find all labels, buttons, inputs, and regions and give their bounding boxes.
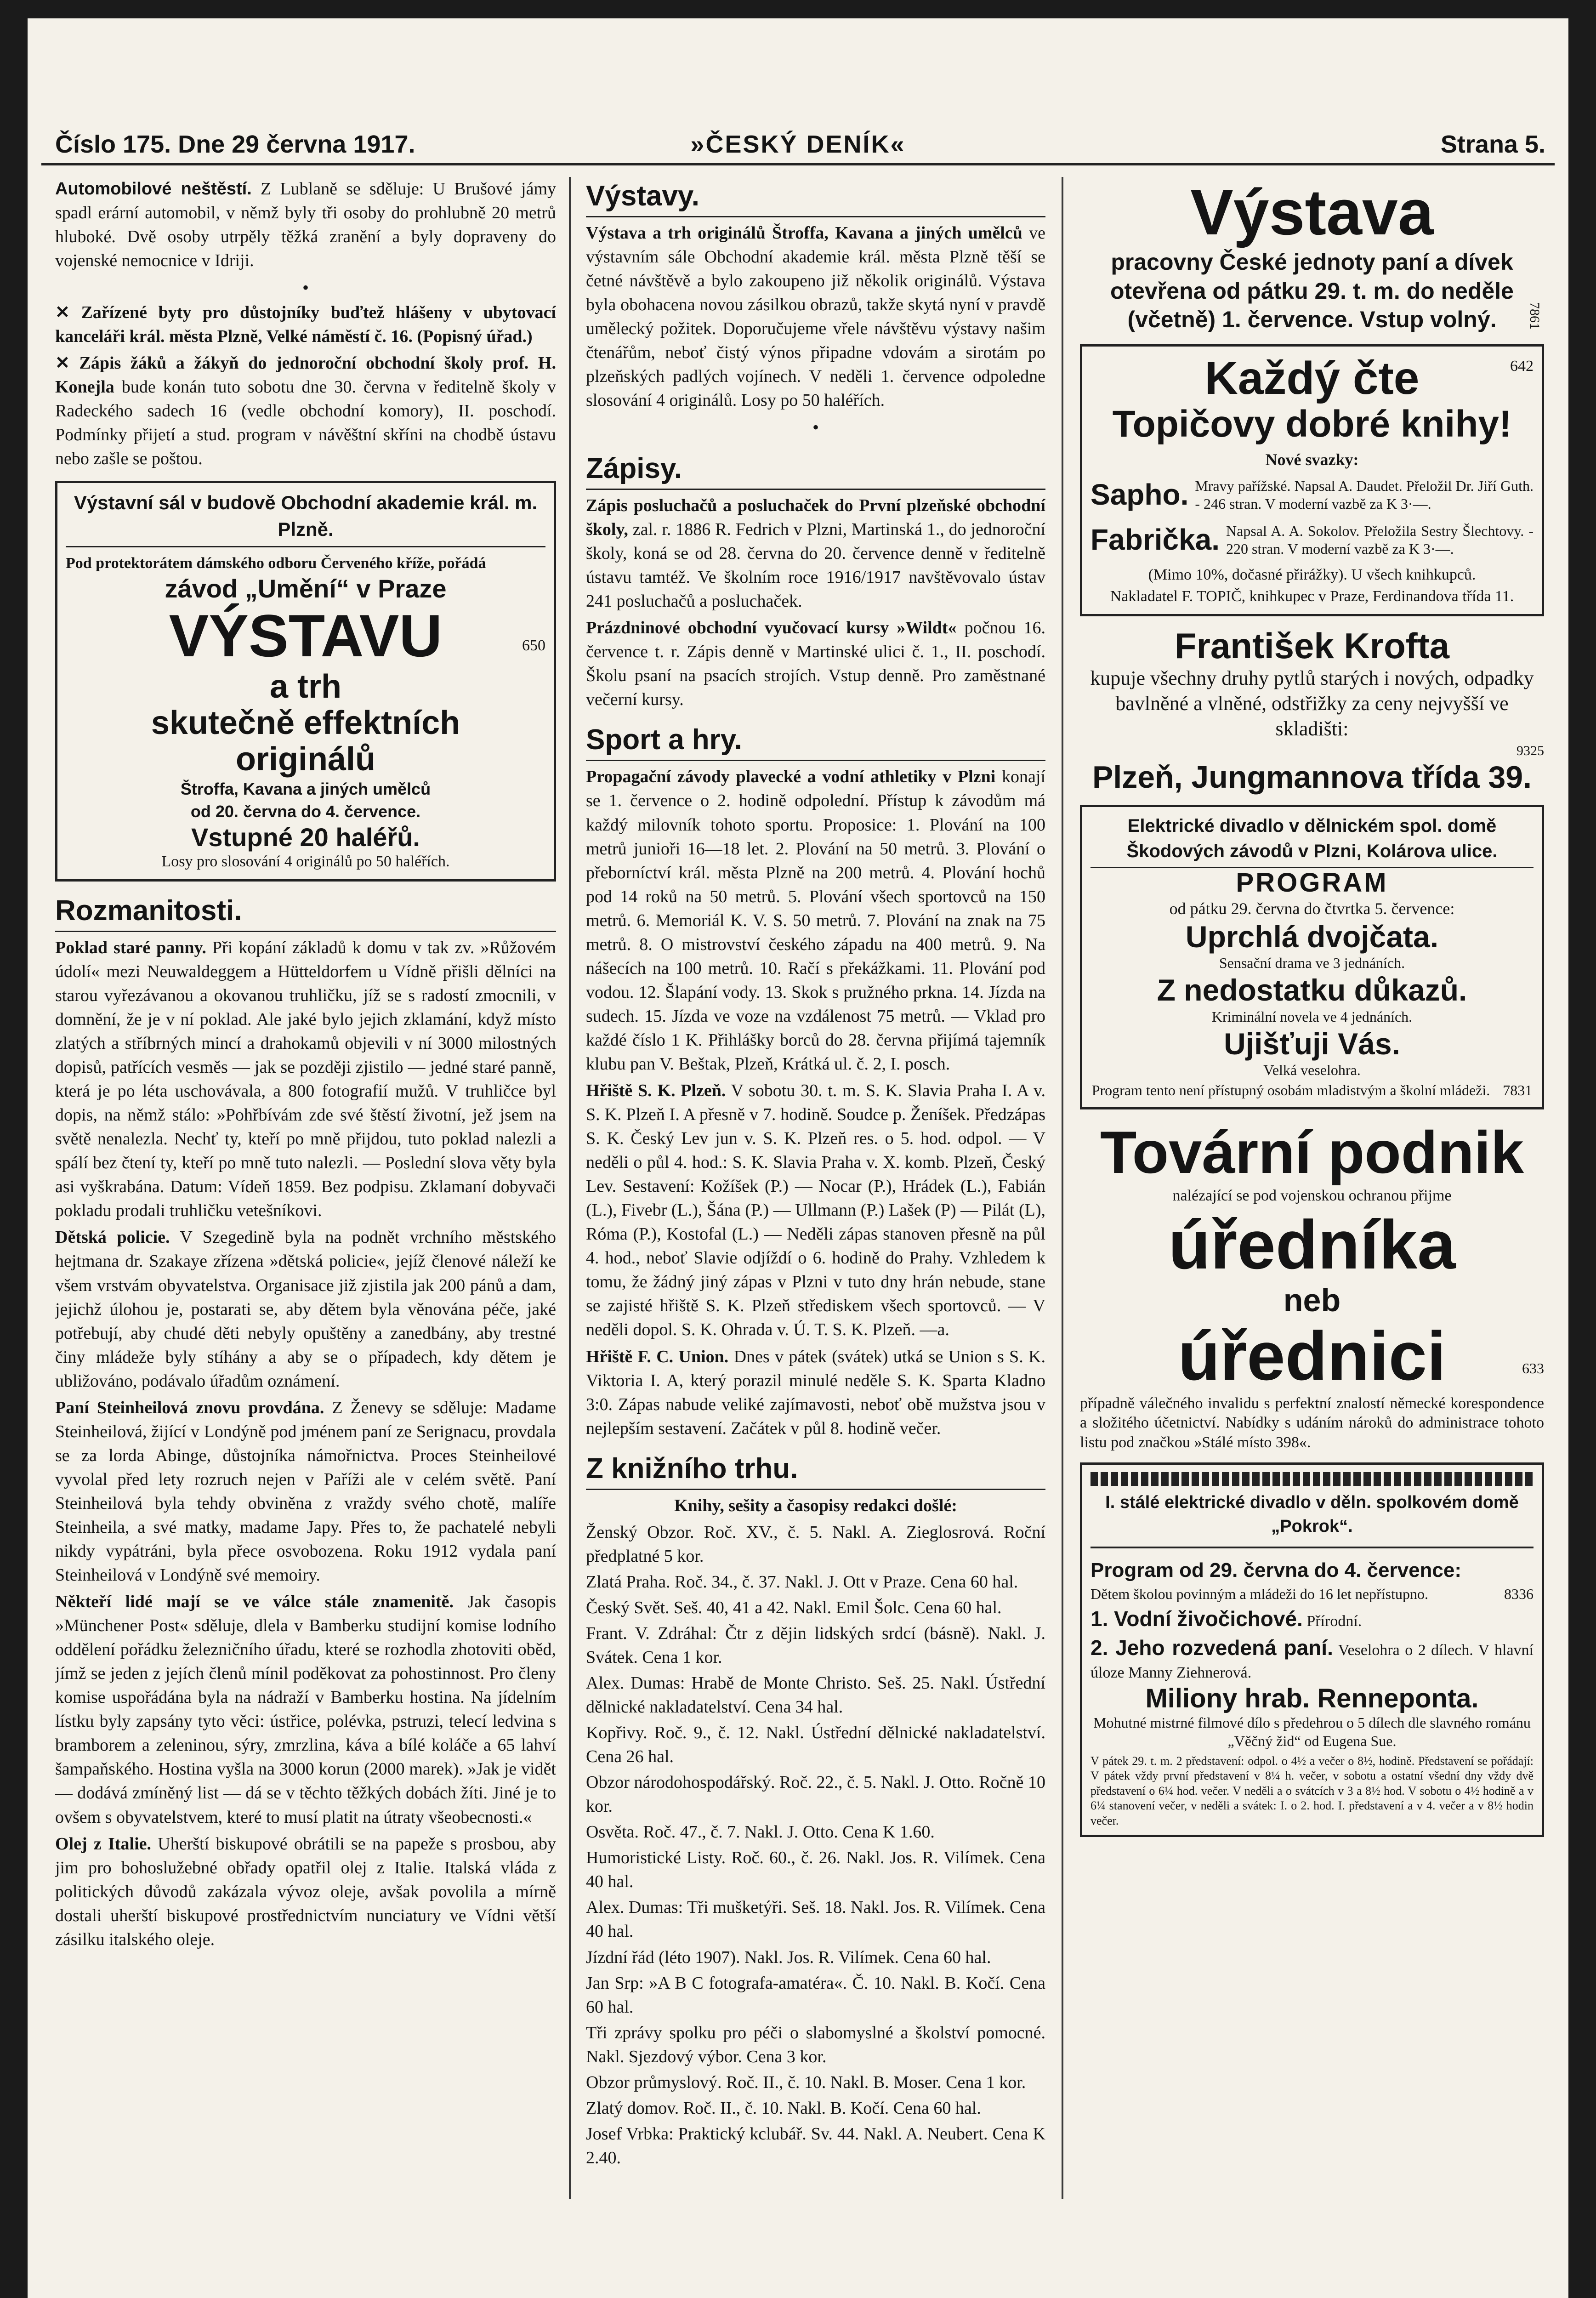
article-item bbox=[586, 616, 1045, 711]
ad-headline: Každý čte bbox=[1204, 352, 1420, 404]
list-item: Obzor průmyslový. Roč. II., č. 10. Nakl. B. Moser. Cena 1 kor. bbox=[586, 2072, 1026, 2092]
ad-number: 7831 bbox=[1503, 1082, 1533, 1099]
article-automobile bbox=[55, 177, 556, 273]
article-text: Z Lublaně se sděluje: U Brušové jámy spadl erární automobil, v němž byly tři osoby do prohlubně 20 metrů hluboké. Dvě osoby utrpěly těžká zranění a byly dopraveny do vojenské nemocnice v Idriji. bbox=[55, 179, 556, 271]
masthead: »ČESKÝ DENÍK« bbox=[690, 131, 906, 158]
article-item bbox=[55, 1832, 556, 1951]
column-2 bbox=[586, 177, 1045, 2245]
film-desc: Přírodní. bbox=[1306, 1613, 1362, 1630]
ad-dates: od pátku 29. června do čtvrtka 5. července: bbox=[1169, 899, 1455, 918]
ad-subline: nalézající se pod vojenskou ochranou přijme bbox=[1172, 1187, 1452, 1204]
ad-number: 7861 bbox=[1527, 301, 1542, 330]
issue-info: Číslo 175. Dne 29 června 1917. bbox=[55, 131, 415, 158]
film-title: Ujišťuji Vás. bbox=[1224, 1026, 1400, 1061]
item-text: počnou 16. července t. r. Zápis denně v Martinské ulici č. 1., II. poschodí. Školu psaní na psacích strojích. Vstup denně. Pro zaměstnané večerní kursy. bbox=[586, 618, 1045, 710]
ad-text: případně válečného invalidu s perfektní znalostí německé korespondence a složitého účetnictví. Nabídky s udáním nároků do administrace tohoto listu pod značkou »Stálé místo 398«. bbox=[1080, 1394, 1544, 1451]
list-item: Ženský Obzor. Roč. XV., č. 5. Nakl. A. Zieglosrová. Roční předplatné 5 kor. bbox=[586, 1522, 1045, 1566]
ad-number: 633 bbox=[1522, 1359, 1544, 1377]
book-text: Napsal A. A. Sokolov. Přeložila Sestry Šlechtovy. - 220 stran. V moderní vazbě za K 3·—. bbox=[1226, 523, 1534, 557]
item-title: Zápis posluchačů a posluchaček do První plzeňské obchodní školy, bbox=[586, 496, 1045, 540]
item-text: Z Ženevy se sděluje: Madame Steinheilová, žijící v Londýně pod jménem paní ze Serignacu, provdala se za lorda Abinge, důstojníka námořnictva. Proces Steinheilové vyvolal před lety rozruch nejen v Paříži ale v celém světě. Paní Steinheilová byla tehdy obviněna z vraždy svého chotě, malíře Steinheila, a své matky, madame Japy. Přes to, že pachatelé nebyli nikdy vypátráni, byla přece osvobozena. Roku 1912 vydala paní Steinheilová v Londýně své memoiry. bbox=[55, 1398, 556, 1585]
ad-entry-fee: Vstupné 20 haléřů. bbox=[191, 822, 420, 852]
ad-head: Elektrické divadlo v dělnickém spol. domě Škodových závodů v Plzni, Kolárova ulice. bbox=[1091, 813, 1534, 868]
factory-job-ad bbox=[1080, 1120, 1544, 1452]
article-item bbox=[586, 494, 1045, 613]
ad-organizer: závod „Umění“ v Praze bbox=[165, 574, 447, 603]
book-title: Fabrička. bbox=[1091, 523, 1220, 556]
list-item: Humoristické Listy. Roč. 60., č. 26. Nakl. Jos. R. Vilímek. Cena 40 hal. bbox=[586, 1848, 1045, 1892]
ad-word: úřednici bbox=[1178, 1317, 1446, 1394]
separator-dot: • bbox=[812, 417, 819, 438]
list-item: Zlatý domov. Roč. II., č. 10. Nakl. B. Kočí. Cena 60 hal. bbox=[586, 2098, 981, 2118]
ad-headline: Topičovy dobré knihy! bbox=[1112, 403, 1512, 445]
item-text: V Szegedině byla na podnět vrchního městského hejtmana dr. Szakaye zřízena »dětská policie«, jejíž členové náleží ke všem vrstvám obyvatelstva. Organisace již zjistila jak 200 pánů a dam, jejichž úlohou je, postarati se, aby dětem byla věnována péče, jaké potřebují, aby chudé děti nebyly opuštěny a zanedbány, aby trestné činy mládeže byly stíhány a aby se o případech, kdy dětem je ubližováno, podávalo úřadům oznámení. bbox=[55, 1228, 556, 1391]
ad-headline: Tovární podnik bbox=[1100, 1118, 1524, 1186]
ad-note bbox=[1091, 1584, 1534, 1604]
list-item: Frant. V. Zdráhal: Čtr z dějin lidských srdcí (básně). Nakl. J. Svátek. Cena 1 kor. bbox=[586, 1623, 1045, 1667]
books-lead: Knihy, sešity a časopisy redakci došlé: bbox=[674, 1496, 957, 1515]
book-text: Mravy pařížské. Napsal A. Daudet. Přeložil Dr. Jiří Guth. - 246 stran. V moderní vazbě za K 3·—. bbox=[1195, 478, 1534, 512]
list-item: Alex. Dumas: Hrabě de Monte Christo. Seš. 25. Nakl. Ústřední dělnické nakladatelství. Cena 34 hal. bbox=[586, 1673, 1045, 1717]
item-title: Poklad staré panny. bbox=[55, 938, 206, 957]
item-title: Paní Steinheilová znovu provdána. bbox=[55, 1398, 324, 1417]
ad-line-b: skutečně effektních bbox=[151, 704, 460, 741]
list-item: Jízdní řád (léto 1907). Nakl. Jos. R. Vilímek. Cena 60 hal. bbox=[586, 1947, 991, 1967]
list-item: Obzor národohospodářský. Roč. 22., č. 5. Nakl. J. Otto. Ročně 10 kor. bbox=[586, 1773, 1045, 1816]
ad-word: úředníka bbox=[1168, 1206, 1456, 1283]
decorative-border bbox=[1091, 1472, 1534, 1486]
item-title: Výstava a trh originálů Štroffa, Kavana a jiných umělců bbox=[586, 223, 1022, 243]
ad-dates: od 20. června do 4. července. bbox=[190, 802, 421, 821]
ad-main-word: VÝSTAVU bbox=[169, 602, 443, 669]
ad-lottery: Losy pro slosování 4 originálů po 50 haléřích. bbox=[161, 853, 450, 870]
article-item bbox=[586, 221, 1045, 412]
film-desc: Mohutné mistrné filmové dílo s předehrou o 5 dílech dle slavného románu „Věčný žid“ od Eugena Sue. bbox=[1093, 1714, 1531, 1749]
list-item: Alex. Dumas: Tři mušketýři. Seš. 18. Nakl. Jos. R. Vilímek. Cena 40 hal. bbox=[586, 1898, 1045, 1941]
section-title: Výstavy. bbox=[586, 177, 1045, 217]
article-item bbox=[586, 1079, 1045, 1342]
item-title: Olej z Italie. bbox=[55, 1834, 151, 1854]
section-title: Z knižního trhu. bbox=[586, 1450, 1045, 1490]
item-title: Dětská policie. bbox=[55, 1228, 170, 1247]
ad-head: I. stálé elektrické divadlo v děln. spolkovém domě „Pokrok“. bbox=[1105, 1493, 1519, 1536]
ad-number: 9325 bbox=[1516, 743, 1544, 759]
list-item: Jan Srp: »A B C fotografa-amatéra«. Č. 10. Nakl. B. Kočí. Cena 60 hal. bbox=[586, 1973, 1045, 2017]
separator-dot: • bbox=[302, 277, 309, 298]
film-title: 1. Vodní živočichové. bbox=[1091, 1607, 1303, 1631]
film-desc: Velká veselohra. bbox=[1263, 1062, 1361, 1079]
item-title: Hřiště S. K. Plzeň. bbox=[586, 1081, 726, 1101]
ad-patronage: Pod protektorátem dámského odboru Červeného kříže, pořádá bbox=[66, 555, 486, 572]
column-rule bbox=[1062, 177, 1063, 2199]
article-title: Automobilové neštěstí. bbox=[55, 179, 252, 199]
ad-line-a: a trh bbox=[269, 668, 342, 705]
item-text: konají se 1. července o 2. hodině odpolední. Přístup k závodům má každý milovník tohoto sportu. Proposice: 1. Plování na 100 metrů junioři 16—18 let. 2. Plování na 50 metrů. 3. Plování o přeborníctví král. města Plzně na 200 metrů. 4. Plování hochů pod 14 roků na 50 metrů. 5. Plování všech sportovců na 150 metrů. 6. Memoriál K. V. S. 50 metrů. 7. Plování na znak na 75 metrů. 8. O mistrovství českého západu na 400 metrů. 9. Na nášecích na 100 metrů. 10. Račí s překážkami. 11. Plování pod vodou. 12. Šlapání vody. 13. Skok s pružného prkna. 14. Jízda na sudech. 15. Jízda ve voze na vzdálenost 75 metrů. — Vklad pro každé číslo 1 K. Přihlášky borců do 28. června přijímá tajemník klubu pan V. Beštak, Plzeň, Krátká ul. č. 2, I. posch. bbox=[586, 767, 1045, 1074]
article-item bbox=[55, 1225, 556, 1393]
ad-address: Plzeň, Jungmannova třída 39. bbox=[1092, 760, 1532, 795]
divider bbox=[1091, 1547, 1534, 1548]
list-item: Tři zprávy spolku pro péči o slabomyslné a školství pomocné. Nakl. Sjezdový výbor. Cena 3 kor. bbox=[586, 2023, 1045, 2066]
film-desc: Veselohra o 2 dílech. V hlavní úloze Manny Ziehnerová. bbox=[1091, 1642, 1534, 1682]
item-text: Uherští biskupové obrátili se na papeže s prosbou, aby jim pro bohoslužebné obřady opatřil olej z Italie. Italská vláda z politických důvodů zakázala vývoz oleje, avšak povolila a mírně dostali uherští biskupové prostřednictvím nunciatury ve Vídni větší zásilku italského oleje. bbox=[55, 1834, 556, 1949]
list-item: Kopřivy. Roč. 9., č. 12. Nakl. Ústřední dělnické nakladatelství. Cena 26 hal. bbox=[586, 1723, 1045, 1767]
list-item: Josef Vrbka: Praktický kclubář. Sv. 44. Nakl. A. Neubert. Cena K 2.40. bbox=[586, 2124, 1045, 2167]
film-title: Uprchlá dvojčata. bbox=[1185, 919, 1439, 954]
ad-subhead: Nové svazky: bbox=[1265, 450, 1359, 469]
list-item: Český Svět. Seš. 40, 41 a 42. Nakl. Emil Šolc. Cena 60 hal. bbox=[586, 1598, 1002, 1617]
ad-title: František Krofta bbox=[1174, 625, 1450, 666]
item-title: Hřiště F. C. Union. bbox=[586, 1347, 729, 1366]
article-item bbox=[586, 1345, 1045, 1440]
ad-number: 8336 bbox=[1504, 1586, 1534, 1603]
ad-artists: Štroffa, Kavana a jiných umělců bbox=[180, 779, 431, 799]
krofta-ad bbox=[1080, 626, 1544, 795]
ad-note bbox=[1091, 1081, 1534, 1101]
film-title: 2. Jeho rozvedená paní. bbox=[1091, 1636, 1333, 1660]
ad-text: kupuje všechny druhy pytlů starých i nových, odpadky bavlněné a vlněné, odstřižky za ceny nejvyšší ve skladišti: bbox=[1090, 667, 1534, 740]
book-entry bbox=[1091, 475, 1534, 515]
section-title: Sport a hry. bbox=[586, 721, 1045, 761]
item-title: Prázdninové obchodní vyučovací kursy »Wildt« bbox=[586, 618, 957, 638]
article-item bbox=[55, 1396, 556, 1587]
section-title: Zápisy. bbox=[586, 449, 1045, 490]
item-title: Propagační závody plavecké a vodní athletiky v Plzni bbox=[586, 767, 996, 787]
item-text: zal. r. 1886 R. Fedrich v Plzni, Martinská 1., do jednoroční školy, koná se od 28. června do 20. července denně v ředitelně ústavu tamtéž. Ve školním roce 1916/1917 navštěvovalo ústav 241 posluchačů a posluchaček. bbox=[586, 520, 1045, 611]
book-title: Sapho. bbox=[1091, 478, 1189, 511]
list-item: Zlatá Praha. Roč. 34., č. 37. Nakl. J. Ott v Praze. Cena 60 hal. bbox=[586, 1572, 1018, 1592]
item-title: Někteří lidé mají se ve válce stále znamenitě. bbox=[55, 1592, 454, 1612]
ad-footer: V pátek 29. t. m. 2 představení: odpol. o 4½ a večer o 8½, hodině. Představení se pořádají: V pátek vždy první představení v 8¼ h. večer, v sobotu a ostatní všední dny vždy dvě představení o 6¼ hod. večer. V neděli a o svátcích v 3 a 8½ hod. V sobotu o 4½ hodině a v 6¼ stanovení večer, v neděli a svátek: I. o 2. hod. I. představení a v 4. večer a v 8½ hodin večer. bbox=[1091, 1754, 1534, 1827]
column-rule bbox=[569, 177, 571, 2199]
film-entry bbox=[1091, 1633, 1534, 1684]
ad-number: 642 bbox=[1510, 357, 1534, 375]
book-list bbox=[586, 1520, 1045, 2170]
film-desc: Kriminální novela ve 4 jednáních. bbox=[1211, 1008, 1413, 1025]
film-desc: Sensační drama ve 3 jednáních. bbox=[1219, 955, 1405, 972]
notice-title: ✕ Zápis žáků a žákyň do jednoroční obchodní školy prof. H. Konejla bbox=[55, 353, 556, 397]
item-text: V sobotu 30. t. m. S. K. Slavia Praha I. A v. S. K. Plzeň I. A přesně v 7. hodině. Soudce p. Ženíšek. Předzápas S. K. Český Lev jun v. S. K. Plzeň res. o 5. hod. odpol. — V neděli o půl 4. hod.: S. K. Slavia Praha v. X. komb. Plzeň, Český Lev. Sestavení: Kožíšek (P.) — Nocar (P.), Hrádek (L.), Fabián (L.), Fivebr (L.), Šána (P.) — Ullmann (P.) Lašek (P) — Pilát (L), Róma (P.), Kostofal (L.) — Neděli zápas stanoven přesně na půl 4. hod., neboť Slavie odjíždí o 6. hodině do Prahy. Vzhledem k tomu, že žádný jiný zápas v Plzni v tuto dny hrán nebude, stane se zajisté hřiště S. K. Plzeň střediskem všech sportovců. — V neděli dopol. S. K. Ohrada v. Ú. T. S. K. Plzeň. —a. bbox=[586, 1081, 1045, 1340]
film-title: Z nedostatku důkazů. bbox=[1157, 973, 1467, 1007]
ad-text: pracovny České jednoty paní a dívek otevřena od pátku 29. t. m. do neděle (včetně) 1. července. Vstup volný. bbox=[1110, 249, 1514, 332]
column-3 bbox=[1080, 177, 1544, 2273]
ad-publisher: Nakladatel F. TOPIČ, knihkupec v Praze, Ferdinandova třída 11. bbox=[1110, 587, 1514, 605]
cinema-program-ad bbox=[1080, 805, 1544, 1109]
note-text: Program tento není přístupný osobám mladistvým a školní mládeži. bbox=[1091, 1082, 1490, 1099]
article-item bbox=[55, 936, 556, 1223]
list-item: Osvěta. Roč. 47., č. 7. Nakl. J. Otto. Cena K 1.60. bbox=[586, 1822, 935, 1842]
ad-program: Program od 29. června do 4. července: bbox=[1091, 1559, 1462, 1582]
note-text: Dětem školou povinným a mládeži do 16 let nepřístupno. bbox=[1091, 1586, 1428, 1603]
page-number: Strana 5. bbox=[1440, 131, 1545, 158]
notice-text: bude konán tuto sobotu dne 30. června v ředitelně školy v Radeckého sadech 16 (vedle obchodní komory), II. poschodí. Podmínky přijetí a stud. program v návěštní skříni na chodbě ústavu nebo zašle se poštou. bbox=[55, 377, 556, 469]
book-entry bbox=[1091, 520, 1534, 560]
notice-enrollment bbox=[55, 351, 556, 471]
pokrok-cinema-ad bbox=[1080, 1462, 1544, 1837]
item-text: Jak časopis »Münchener Post« sděluje, dlela v Bamberku studijní komise lodního oddělení pořádku železničního úřadu, které se rozhodla zhotoviti oběd, jímž se jeden z jejích členů mínil poděkovat za pohostinnost. Pro členy komise uspořádána byla na nádraží v Bamberku hostina. Na jídelním lístku byly zapsány tyto věci: ústřice, polévka, pstruzi, telecí ledvina s bramborem a zeleninou, sýry, zmrzlina, káva a bílé koláče a 65 lahví šampaňského. Hostina vyšla na 3000 korun (2000 marek). »Jak je vidět — dodává zmíněný list — dá se v těchto těžkých dobách žíti. Jiné je to ovšem s obyvatelstvem, které to musí platit na útraty všeobecnosti.« bbox=[55, 1592, 556, 1827]
ad-word: neb bbox=[1283, 1282, 1341, 1318]
ad-number: 650 bbox=[522, 637, 545, 654]
ad-line-c: originálů bbox=[236, 740, 375, 778]
exhibition-workshop-ad bbox=[1080, 177, 1544, 334]
topic-books-ad bbox=[1080, 344, 1544, 616]
ad-program: PROGRAM bbox=[1236, 867, 1388, 898]
film-entry bbox=[1091, 1604, 1534, 1633]
item-text: Při kopání základů k domu v tak zv. »Růžovém údolí« mezi Neuwaldeggem a Hütteldorfem u Vídně přišli dělníci na starou vyřezávanou a okovanou truhličku, jíž se s radostí zmocnili, v domnění, že je v ní poklad. Ale jaké bylo jejich zklamání, když místo zlatých a stříbrných mincí a drahokamů objevili v ní 3000 milostných dopisů, patřících vesměs — jak se později zjistilo — jedné staré panně, která je po léta uschovávala, a 800 fotografií mužů. V truhličce byl dopis, na němž stálo: »Pohřbívám zde své štěstí životní, jež jsem na světě nenalezla. Nechť ty, kteří po mně přijdou, tuto poklad nalezli a spálí bez čtení ty, kteří po mně tuto nalezli. — Poslední slova věty byla asi vyškrabána. Datum: Vídeň 1859. Bez podpisu. Zklamaní dobyvači pokladu prodali truhličku vetešníkovi. bbox=[55, 938, 556, 1221]
newspaper-page bbox=[28, 18, 1568, 2298]
section-title: Rozmanitosti. bbox=[55, 892, 556, 932]
ad-title: Výstava bbox=[1190, 177, 1434, 248]
article-item bbox=[55, 1590, 556, 1829]
item-text: Dnes v pátek (svátek) utká se Union s S. K. Viktoria I. A, který porazil minulé neděle S. K. Sparta Kladno 3:0. Zápas nabude veliké zajímavosti, neboť obě mužstva jsou v nejlepším sestavení. Začátek v půl 8. hodině večer. bbox=[586, 1347, 1045, 1438]
article-item bbox=[586, 765, 1045, 1076]
item-text: ve výstavním sále Obchodní akademie král. města Plzně těší se četné návštěvě a bylo zakoupeno již několik originálů. Výstava byla obohacena novou zásilkou obrazů, takže skytá nyní v pravdě umělecký požitek. Doporučujeme vřele návštěvu výstavy našim čtenářům, neboť čistý výnos připadne vdovám a sirotám po plzeňských padlých vojínech. V neděli 1. července odpoledne slosování 4 originálů. Losy po 50 haléřích. bbox=[586, 223, 1045, 410]
page-header bbox=[41, 115, 1555, 165]
column-1 bbox=[55, 177, 556, 2227]
notice-housing: ✕ Zařízené byty pro důstojníky buďtež hlášeny v ubytovací kanceláři král. města Plzně, Velké náměstí č. 16. (Popisný úřad.) bbox=[55, 302, 556, 347]
film-title: Miliony hrab. Renneponta. bbox=[1145, 1683, 1479, 1713]
exhibition-ad bbox=[55, 481, 556, 882]
ad-venue: Výstavní sál v budově Obchodní akademie král. m. Plzně. bbox=[66, 489, 545, 547]
ad-note: (Mimo 10%, dočasné přirážky). U všech knihkupců. bbox=[1148, 566, 1476, 584]
